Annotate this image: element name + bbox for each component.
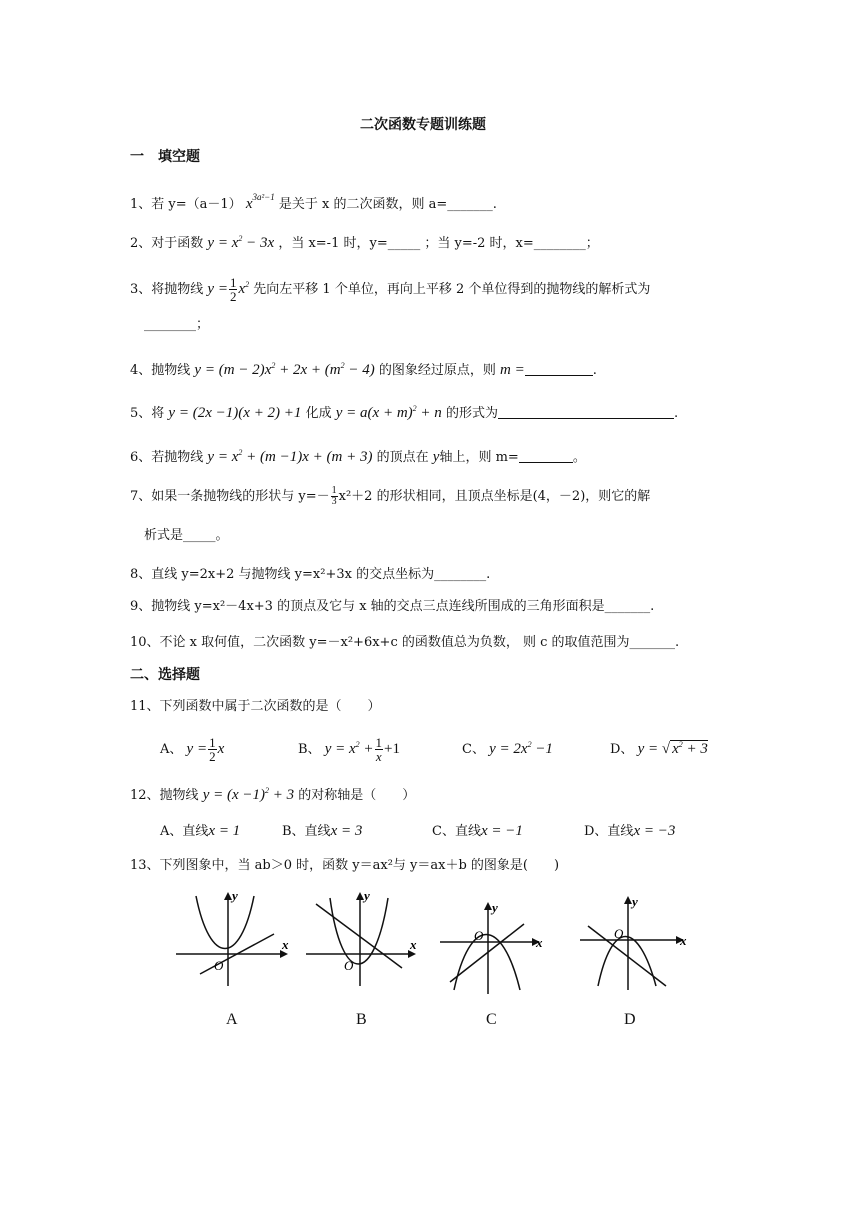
graph-a-x-label: x [282, 937, 289, 952]
q12-option-d-label: D、直线 [584, 824, 634, 839]
q2-text-pre: 2、对于函数 [130, 236, 204, 251]
graph-b-y-label: y [364, 888, 370, 903]
graph-d-y-label: y [632, 894, 638, 909]
question-11-option-b[interactable]: B、 $y = x^2$ + $\frac{1}{x}$ +1 [298, 735, 401, 764]
q3-text-pre: 3、将抛物线 [130, 282, 204, 297]
document-title: 二次函数专题训练题 [360, 117, 486, 133]
graph-b[interactable] [300, 886, 430, 996]
q11-option-b-formula: $y = x^2$ + [324, 740, 374, 757]
question-2 [130, 230, 599, 253]
q2-end: ； [585, 236, 599, 251]
q12-option-b-label: B、直线 [282, 824, 331, 839]
q12-formula: $y = (x -1)^2 + 3$ [202, 786, 295, 803]
q12-option-c-label: C、直线 [432, 824, 481, 839]
q4-formula: $y = (m - 2)x^2 + 2x + (m^2 - 4)$ [194, 361, 375, 378]
q11-option-d-label: D、 [610, 742, 634, 757]
question-5 [130, 400, 678, 423]
question-12-option-b[interactable] [282, 822, 362, 841]
q6-text-post-2: 轴上，则 m= [439, 450, 519, 465]
q5-formula-2: $y = a(x + m)^2 + n$ [335, 404, 442, 421]
question-4 [130, 357, 597, 380]
question-12-option-d[interactable] [584, 822, 675, 841]
q7-frac-num: 1 [331, 485, 337, 496]
q1-blank: _______ [447, 197, 493, 212]
question-3-line-2: ________； [144, 317, 210, 332]
q2-text-post: ，当 x=-1 时，y= [278, 236, 388, 251]
q11-option-c-formula: $y = 2x^2 -1$ [489, 740, 553, 757]
section-fill-in-heading: 一 填空题 [130, 149, 200, 165]
question-1 [130, 188, 497, 214]
q4-blank [525, 363, 593, 376]
graph-c-x-label: x [536, 935, 543, 950]
q1-text-post: 是关于 x 的二次函数，则 a= [278, 197, 448, 212]
q7-fraction [331, 486, 338, 507]
section-choice-heading: 二、选择题 [130, 667, 200, 683]
q3-fraction [229, 276, 238, 303]
q12-option-d-formula: x = −3 [633, 823, 676, 839]
graph-c-label: C [486, 1011, 497, 1028]
q3-frac-den: 2 [229, 289, 237, 304]
graph-d-origin: O [614, 926, 624, 941]
q6-end: 。 [572, 450, 586, 465]
question-11: 11、下列函数中属于二次函数的是（ ） [130, 699, 381, 714]
question-3: 3、将抛物线 y = $\frac{1}{2}$ $x^2$ 先向左平移 1 个单位，再向上平移 2 个单位得到的抛物线的解析式为 [130, 275, 651, 304]
q11-option-c-label: C、 [462, 742, 485, 757]
q3-frac-num: 1 [229, 275, 237, 290]
graph-c[interactable] [436, 886, 556, 996]
q12-text-pre: 12、抛物线 [130, 788, 199, 803]
graph-c-y-label: y [492, 900, 498, 915]
question-6 [130, 444, 586, 467]
q2-blank-2: ________ [533, 236, 586, 251]
question-8: 8、直线 y=2x+2 与抛物线 y=x²+3x 的交点坐标为________. [130, 567, 491, 582]
q11-b-fraction: $\frac{1}{x}$ [375, 735, 383, 764]
question-7-line-2: 析式是_____。 [144, 528, 229, 543]
q11-a-fraction: $\frac{1}{2}$ [209, 735, 216, 764]
graph-a-label: A [226, 1011, 238, 1028]
q11-option-a-label: A、 [160, 742, 183, 757]
question-11-option-d[interactable] [610, 736, 708, 759]
q11-option-a-formula: y = [186, 741, 208, 757]
question-12-option-a[interactable] [160, 822, 240, 841]
graph-c-origin: O [474, 928, 484, 943]
question-7 [130, 486, 650, 507]
q2-blank-1: _____ [387, 236, 421, 251]
question-9: 9、抛物线 y=x²－4x+3 的顶点及它与 x 轴的交点三点连线所围成的三角形面积是_______. [130, 599, 655, 614]
graph-b-x-label: x [410, 937, 417, 952]
q5-formula-1: y = (2x −1)(x + 2) +1 [168, 405, 302, 421]
question-12 [130, 782, 415, 805]
question-11-option-c[interactable] [462, 736, 553, 759]
graph-d-label: D [624, 1011, 636, 1028]
question-12-option-c[interactable] [432, 822, 523, 841]
q7-frac-den: 3 [331, 496, 337, 507]
q7-text-pre: 7、如果一条抛物线的形状与 y=－ [130, 489, 330, 504]
question-10: 10、不论 x 取何值，二次函数 y=－x²+6x+c 的函数值总为负数， 则 c 的取值范围为_______. [130, 635, 680, 650]
question-13: 13、下列图象中，当 ab＞0 时，函数 y＝ax²与 y＝ax＋b 的图象是( ) [130, 858, 560, 873]
q2-formula: $y = x^2 - 3x$ [207, 234, 275, 251]
q5-text-pre: 5、将 [130, 406, 165, 421]
q4-end: . [592, 363, 597, 378]
q4-text-post: 的图象经过原点，则 [378, 363, 496, 378]
q1-formula: $x^{3a^2-1}$ [245, 192, 275, 212]
q3-formula: y = [207, 281, 228, 297]
graph-d-x-label: x [680, 933, 687, 948]
q5-text-mid: 化成 [305, 406, 332, 421]
q4-variable-m: m = [500, 362, 525, 378]
q5-end: . [673, 406, 679, 421]
graph-b-origin: O [344, 958, 354, 973]
q12-option-b-formula: x = 3 [330, 823, 363, 839]
q12-option-c-formula: x = −1 [480, 823, 523, 839]
q6-blank [519, 450, 573, 463]
q6-text-post: 的顶点在 [376, 450, 429, 465]
question-11-option-a[interactable]: A、 y = $\frac{1}{2}$ x [160, 735, 225, 764]
q12-option-a-label: A、直线 [160, 824, 209, 839]
q7-text-post: x²＋2 的形状相同，且顶点坐标是(4，－2)，则它的解 [338, 489, 651, 504]
q12-option-a-formula: x = 1 [208, 823, 241, 839]
graph-d[interactable] [576, 886, 696, 996]
q11-option-b-label: B、 [298, 742, 321, 757]
graph-a-origin: O [214, 958, 224, 973]
q2-text-mid: ；当 y=-2 时，x= [420, 236, 534, 251]
q6-text-pre: 6、若抛物线 [130, 450, 204, 465]
q5-text-post: 的形式为 [445, 406, 498, 421]
q12-text-post: 的对称轴是（ ） [298, 788, 416, 803]
q1-text-pre: 1、若 y=（a－1） [130, 197, 242, 212]
q6-variable-y: y [432, 449, 440, 465]
q5-blank [498, 406, 674, 419]
graph-a-y-label: y [232, 888, 238, 903]
q1-end: . [492, 197, 497, 212]
q4-text-pre: 4、抛物线 [130, 363, 191, 378]
q3-text-post: 先向左平移 1 个单位，再向上平移 2 个单位得到的抛物线的解析式为 [253, 282, 651, 297]
q6-formula: $y = x^2 + (m -1)x + (m + 3)$ [207, 448, 373, 465]
graph-a[interactable] [170, 886, 300, 996]
q11-option-d-formula: y = √ $x^2 + 3$ [637, 740, 708, 757]
graph-b-label: B [356, 1011, 367, 1028]
